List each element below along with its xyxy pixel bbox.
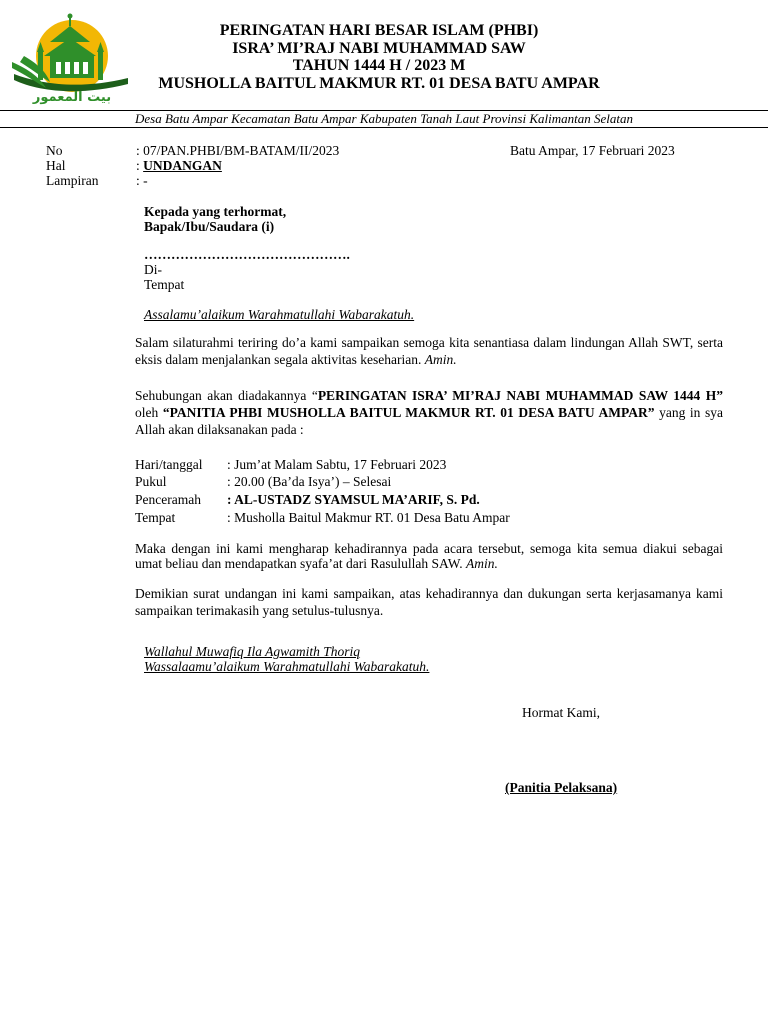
paragraph-1: [135, 334, 723, 368]
signature-name: (Panitia Pelaksana): [505, 780, 618, 795]
paragraph-1-amin: Amin.: [424, 352, 457, 367]
header-address: Desa Batu Ampar Kecamatan Batu Ampar Kabupaten Tanah Laut Provinsi Kalimantan Selatan: [135, 111, 633, 126]
meta-no-label: No: [46, 143, 63, 158]
header-title-4: MUSHOLLA BAITUL MAKMUR RT. 01 DESA BATU AMPAR: [158, 75, 600, 92]
paragraph-2-event: PERINGATAN ISRA’ MI’RAJ NABI MUHAMMAD SAW 1444 H”: [317, 388, 723, 403]
recipient-line-2: Bapak/Ibu/Saudara (i): [144, 219, 275, 234]
detail-label-place: Tempat: [135, 510, 176, 525]
logo-arabic-text: بيت المعمور: [32, 90, 112, 105]
recipient-tempat: Tempat: [144, 277, 185, 292]
meta-hal-value: UNDANGAN: [143, 158, 222, 173]
detail-label-speaker: Penceramah: [135, 492, 201, 507]
signature-hormat: Hormat Kami,: [522, 705, 600, 720]
paragraph-2-a: Sehubungan akan diadakannya “: [135, 388, 318, 403]
meta-lampiran-label: Lampiran: [46, 173, 99, 188]
greeting: Assalamu’alaikum Warahmatullahi Wabarakatuh.: [144, 307, 415, 322]
paragraph-3-amin: Amin.: [465, 556, 498, 571]
place-date: Batu Ampar, 17 Februari 2023: [510, 143, 675, 158]
paragraph-2-e: yang in sya Allah akan dilaksanakan pada :: [135, 405, 723, 437]
meta-hal-colon: :: [136, 158, 144, 173]
meta-no-value: : 07/PAN.PHBI/BM-BATAM/II/2023: [136, 143, 340, 158]
header-title-2: ISRA’ MI’RAJ NABI MUHAMMAD SAW: [232, 40, 526, 57]
header-title-1: PERINGATAN HARI BESAR ISLAM (PHBI): [219, 22, 539, 39]
mosque-logo: [10, 12, 130, 112]
recipient-di: Di-: [144, 262, 162, 277]
header-title-3: TAHUN 1444 H / 2023 M: [292, 57, 466, 74]
meta-hal-label: Hal: [46, 158, 66, 173]
detail-value-place: : Musholla Baitul Makmur RT. 01 Desa Batu Ampar: [227, 510, 510, 525]
meta-lampiran-value: : -: [136, 173, 148, 188]
paragraph-2: [135, 387, 723, 438]
detail-label-date: Hari/tanggal: [135, 457, 203, 472]
header-rule-bottom: [0, 127, 768, 128]
detail-label-time: Pukul: [135, 474, 167, 489]
detail-value-speaker: : AL-USTADZ SYAMSUL MA’ARIF, S. Pd.: [227, 492, 480, 507]
paragraph-2-organizer: “PANITIA PHBI MUSHOLLA BAITUL MAKMUR RT. 01 DESA BATU AMPAR”: [162, 405, 655, 420]
recipient-line-1: Kepada yang terhormat,: [144, 204, 287, 219]
meta-hal-row: [136, 158, 222, 174]
detail-value-date: : Jum’at Malam Sabtu, 17 Februari 2023: [227, 457, 447, 472]
paragraph-3-text: Maka dengan ini kami mengharap kehadirannya pada acara tersebut, semoga kita semua diakui sebagai umat beliau dan mendapatkan syafa’at dari Rasulullah SAW.: [135, 541, 723, 571]
recipient-dots: ……………………………………….: [144, 247, 350, 262]
paragraph-1-text: Salam silaturahmi teriring do’a kami sampaikan semoga kita senantiasa dalam lindungan Allah SWT, serta eksis dalam menjalankan segala aktivitas keseharian.: [135, 335, 723, 367]
paragraph-2-c: oleh: [135, 405, 163, 420]
closing-line-2: Wassalaamu’alaikum Warahmatullahi Wabarakatuh.: [144, 659, 430, 674]
paragraph-4: Demikian surat undangan ini kami sampaikan, atas kehadirannya dan dukungan serta kerjasamanya kami sampaikan terimakasih yang setulus-tulusnya.: [135, 586, 723, 618]
paragraph-3: [135, 541, 723, 571]
detail-value-time: : 20.00 (Ba’da Isya’) – Selesai: [227, 474, 392, 489]
closing-line-1: Wallahul Muwafiq Ila Agwamith Thoriq: [144, 644, 361, 659]
